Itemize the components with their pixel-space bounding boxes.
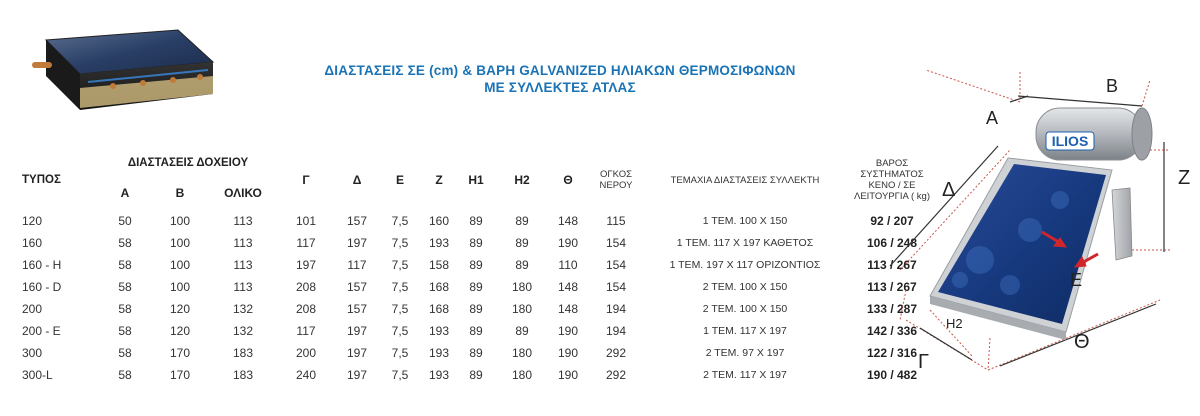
header-h2: Η2 — [514, 173, 530, 187]
cell-total: 183 — [232, 346, 254, 360]
cell-weight: 122 / 316 — [866, 346, 918, 360]
solar-heater-diagram — [860, 70, 1200, 400]
cell-d: 197 — [346, 346, 368, 360]
diagram-label-g: Γ — [918, 351, 930, 373]
cell-z: 193 — [428, 236, 450, 250]
cell-vol: 115 — [606, 214, 626, 228]
cell-e: 7,5 — [391, 324, 409, 338]
cell-z: 158 — [428, 258, 450, 272]
cell-collector: 1 ΤΕΜ. 117 Χ 197 ΚΑΘΕΤΟΣ — [676, 237, 814, 249]
cell-b: 170 — [169, 346, 191, 360]
header-g: Γ — [302, 173, 310, 187]
cell-h1: 89 — [469, 346, 483, 360]
cell-e: 7,5 — [391, 258, 409, 272]
cell-th: 190 — [557, 368, 579, 382]
cell-a: 58 — [118, 280, 132, 294]
cell-d: 197 — [346, 368, 368, 382]
cell-b: 120 — [169, 302, 191, 316]
cell-total: 113 — [233, 214, 253, 228]
header-th: Θ — [563, 173, 573, 187]
cell-collector: 1 ΤΕΜ. 197 Χ 117 ΟΡΙΖΟΝΤΙΟΣ — [669, 259, 821, 271]
cell-e: 7,5 — [391, 236, 409, 250]
cell-th: 148 — [557, 214, 579, 228]
cell-h1: 89 — [469, 280, 483, 294]
cell-total: 113 — [233, 280, 253, 294]
cell-e: 7,5 — [391, 214, 409, 228]
cell-h2: 180 — [511, 280, 533, 294]
cell-d: 157 — [346, 214, 368, 228]
cell-a: 58 — [118, 258, 132, 272]
cell-collector: 2 ΤΕΜ. 100 Χ 150 — [702, 303, 788, 315]
cell-weight: 113 / 267 — [867, 258, 917, 272]
cell-collector: 2 ΤΕΜ. 117 Χ 197 — [703, 369, 787, 381]
cell-z: 193 — [428, 324, 450, 338]
cell-h1: 89 — [469, 302, 483, 316]
cell-weight: 133 / 287 — [866, 302, 918, 316]
cell-type: 160 — [22, 236, 43, 250]
cell-a: 58 — [118, 236, 132, 250]
cell-d: 157 — [346, 280, 368, 294]
cell-collector: 1 ΤΕΜ. 117 Χ 197 — [703, 325, 787, 337]
cell-b: 100 — [169, 280, 191, 294]
cell-z: 160 — [428, 214, 450, 228]
cell-type: 160 - D — [22, 280, 62, 294]
cell-b: 170 — [169, 368, 191, 382]
cell-a: 58 — [118, 302, 132, 316]
cell-th: 190 — [557, 236, 579, 250]
cell-weight: 190 / 482 — [866, 368, 918, 382]
table-row — [20, 364, 940, 386]
cell-z: 193 — [428, 368, 450, 382]
table-row — [20, 342, 940, 364]
header-volume-line1: ΟΓΚΟΣ — [600, 169, 632, 180]
cell-vol: 194 — [605, 324, 627, 338]
cell-z: 168 — [428, 302, 450, 316]
cell-type: 120 — [22, 214, 43, 228]
cell-vol: 154 — [605, 236, 627, 250]
title-line-2: ΜΕ ΣΥΛΛΕΚΤΕΣ ΑΤΛΑΣ — [484, 80, 636, 95]
cell-a: 58 — [118, 368, 132, 382]
cell-z: 168 — [428, 280, 450, 294]
cell-vol: 292 — [605, 368, 627, 382]
cell-d: 157 — [346, 302, 368, 316]
header-collector: ΤΕΜΑΧΙΑ ΔΙΑΣΤΑΣΕΙΣ ΣΥΛΛΕΚΤΗ — [670, 174, 820, 186]
cell-type: 300 — [22, 346, 43, 360]
table-row — [20, 298, 940, 320]
cell-total: 113 — [233, 258, 253, 272]
cell-h2: 89 — [515, 324, 529, 338]
table-row — [20, 320, 940, 342]
cell-collector: 1 ΤΕΜ. 100 Χ 150 — [702, 215, 788, 227]
cell-th: 190 — [557, 346, 579, 360]
header-z: Ζ — [435, 173, 443, 187]
header-type: ΤΥΠΟΣ — [22, 174, 61, 186]
cell-vol: 154 — [605, 258, 627, 272]
cell-weight: 113 / 267 — [867, 280, 917, 294]
cell-vol: 194 — [605, 302, 627, 316]
diagram-label-e: Ε — [1070, 270, 1083, 290]
table-row — [20, 254, 940, 276]
cell-h2: 180 — [511, 302, 533, 316]
diagram-label-a: Α — [986, 108, 999, 128]
header-total: ΟΛΙΚΟ — [224, 186, 262, 200]
title-line-1: ΔΙΑΣΤΑΣΕΙΣ ΣΕ (cm) & ΒΑΡΗ GALVANIZED ΗΛΙΑΚΩΝ ΘΕΡΜΟΣΙΦΩΝΩΝ — [324, 63, 796, 78]
cell-h1: 89 — [469, 258, 483, 272]
table-row — [20, 232, 940, 254]
cell-g: 240 — [295, 368, 317, 382]
diagram-label-b: Β — [1106, 76, 1119, 96]
header-a: Α — [120, 186, 130, 200]
cell-g: 117 — [296, 324, 316, 338]
cell-th: 110 — [558, 258, 578, 272]
cell-d: 197 — [346, 324, 368, 338]
cell-b: 100 — [169, 258, 191, 272]
table-row — [20, 276, 940, 298]
cell-h1: 89 — [469, 324, 483, 338]
cell-h2: 180 — [511, 346, 533, 360]
cell-total: 132 — [232, 324, 254, 338]
cell-type: 300-L — [22, 368, 53, 382]
table-title — [300, 62, 820, 96]
spec-table — [20, 150, 940, 386]
header-tank-dimensions: ΔΙΑΣΤΑΣΕΙΣ ΔΟΧΕΙΟΥ — [127, 157, 249, 169]
cell-g: 197 — [295, 258, 317, 272]
diagram-label-th: Θ — [1074, 331, 1090, 353]
header-weight-line1: ΒΑΡΟΣ — [875, 158, 909, 169]
cell-total: 132 — [232, 302, 254, 316]
cell-th: 190 — [557, 324, 579, 338]
cell-a: 58 — [118, 346, 132, 360]
diagram-label-z: Ζ — [1178, 167, 1191, 189]
cell-d: 117 — [347, 258, 367, 272]
cell-h1: 89 — [469, 236, 483, 250]
cell-b: 120 — [169, 324, 191, 338]
header-d: Δ — [352, 173, 362, 187]
header-weight-line2: ΣΥΣΤΗΜΑΤΟΣ — [860, 169, 924, 180]
brand-logo-text: ILIOS — [1051, 133, 1089, 149]
cell-collector: 2 ΤΕΜ. 97 Χ 197 — [705, 347, 785, 359]
header-h1: Η1 — [468, 173, 484, 187]
spec-table-body — [20, 210, 940, 386]
cell-type: 200 — [22, 302, 43, 316]
cell-g: 208 — [295, 302, 317, 316]
header-b: Β — [175, 186, 185, 200]
header-volume — [586, 150, 646, 210]
header-volume-line2: ΝΕΡΟΥ — [599, 180, 633, 191]
header-weight-line3: ΚΕΝΟ / ΣΕ — [868, 180, 916, 191]
cell-h1: 89 — [469, 368, 483, 382]
cell-type: 200 - E — [22, 324, 61, 338]
cell-h2: 89 — [515, 214, 529, 228]
cell-g: 117 — [296, 236, 316, 250]
cell-z: 193 — [428, 346, 450, 360]
cell-g: 208 — [295, 280, 317, 294]
cell-h2: 89 — [515, 258, 529, 272]
collector-cross-section-image — [28, 22, 228, 140]
cell-weight: 142 / 336 — [866, 324, 918, 338]
cell-d: 197 — [346, 236, 368, 250]
cell-weight: 92 / 207 — [870, 214, 914, 228]
cell-e: 7,5 — [391, 280, 409, 294]
cell-e: 7,5 — [391, 302, 409, 316]
cell-b: 100 — [169, 236, 191, 250]
cell-th: 148 — [557, 280, 579, 294]
cell-e: 7,5 — [391, 346, 409, 360]
cell-e: 7,5 — [391, 368, 409, 382]
header-weight-line4: ΛΕΙΤΟΥΡΓΙΑ ( kg) — [853, 191, 931, 202]
cell-b: 100 — [169, 214, 191, 228]
cell-th: 148 — [557, 302, 579, 316]
cell-h2: 89 — [515, 236, 529, 250]
cell-total: 183 — [232, 368, 254, 382]
diagram-label-h2: Η2 — [946, 316, 963, 331]
cell-collector: 2 ΤΕΜ. 100 Χ 150 — [702, 281, 788, 293]
cell-g: 101 — [295, 214, 317, 228]
cell-h1: 89 — [469, 214, 483, 228]
header-e: Ε — [395, 173, 404, 187]
cell-a: 58 — [118, 324, 132, 338]
cell-h2: 180 — [511, 368, 533, 382]
diagram-label-d: Δ — [942, 179, 956, 201]
cell-type: 160 - H — [22, 258, 62, 272]
cell-total: 113 — [233, 236, 253, 250]
cell-vol: 154 — [605, 280, 627, 294]
table-row — [20, 210, 940, 232]
cell-vol: 292 — [605, 346, 627, 360]
cell-g: 200 — [295, 346, 317, 360]
cell-weight: 106 / 248 — [866, 236, 918, 250]
cell-a: 50 — [118, 214, 132, 228]
